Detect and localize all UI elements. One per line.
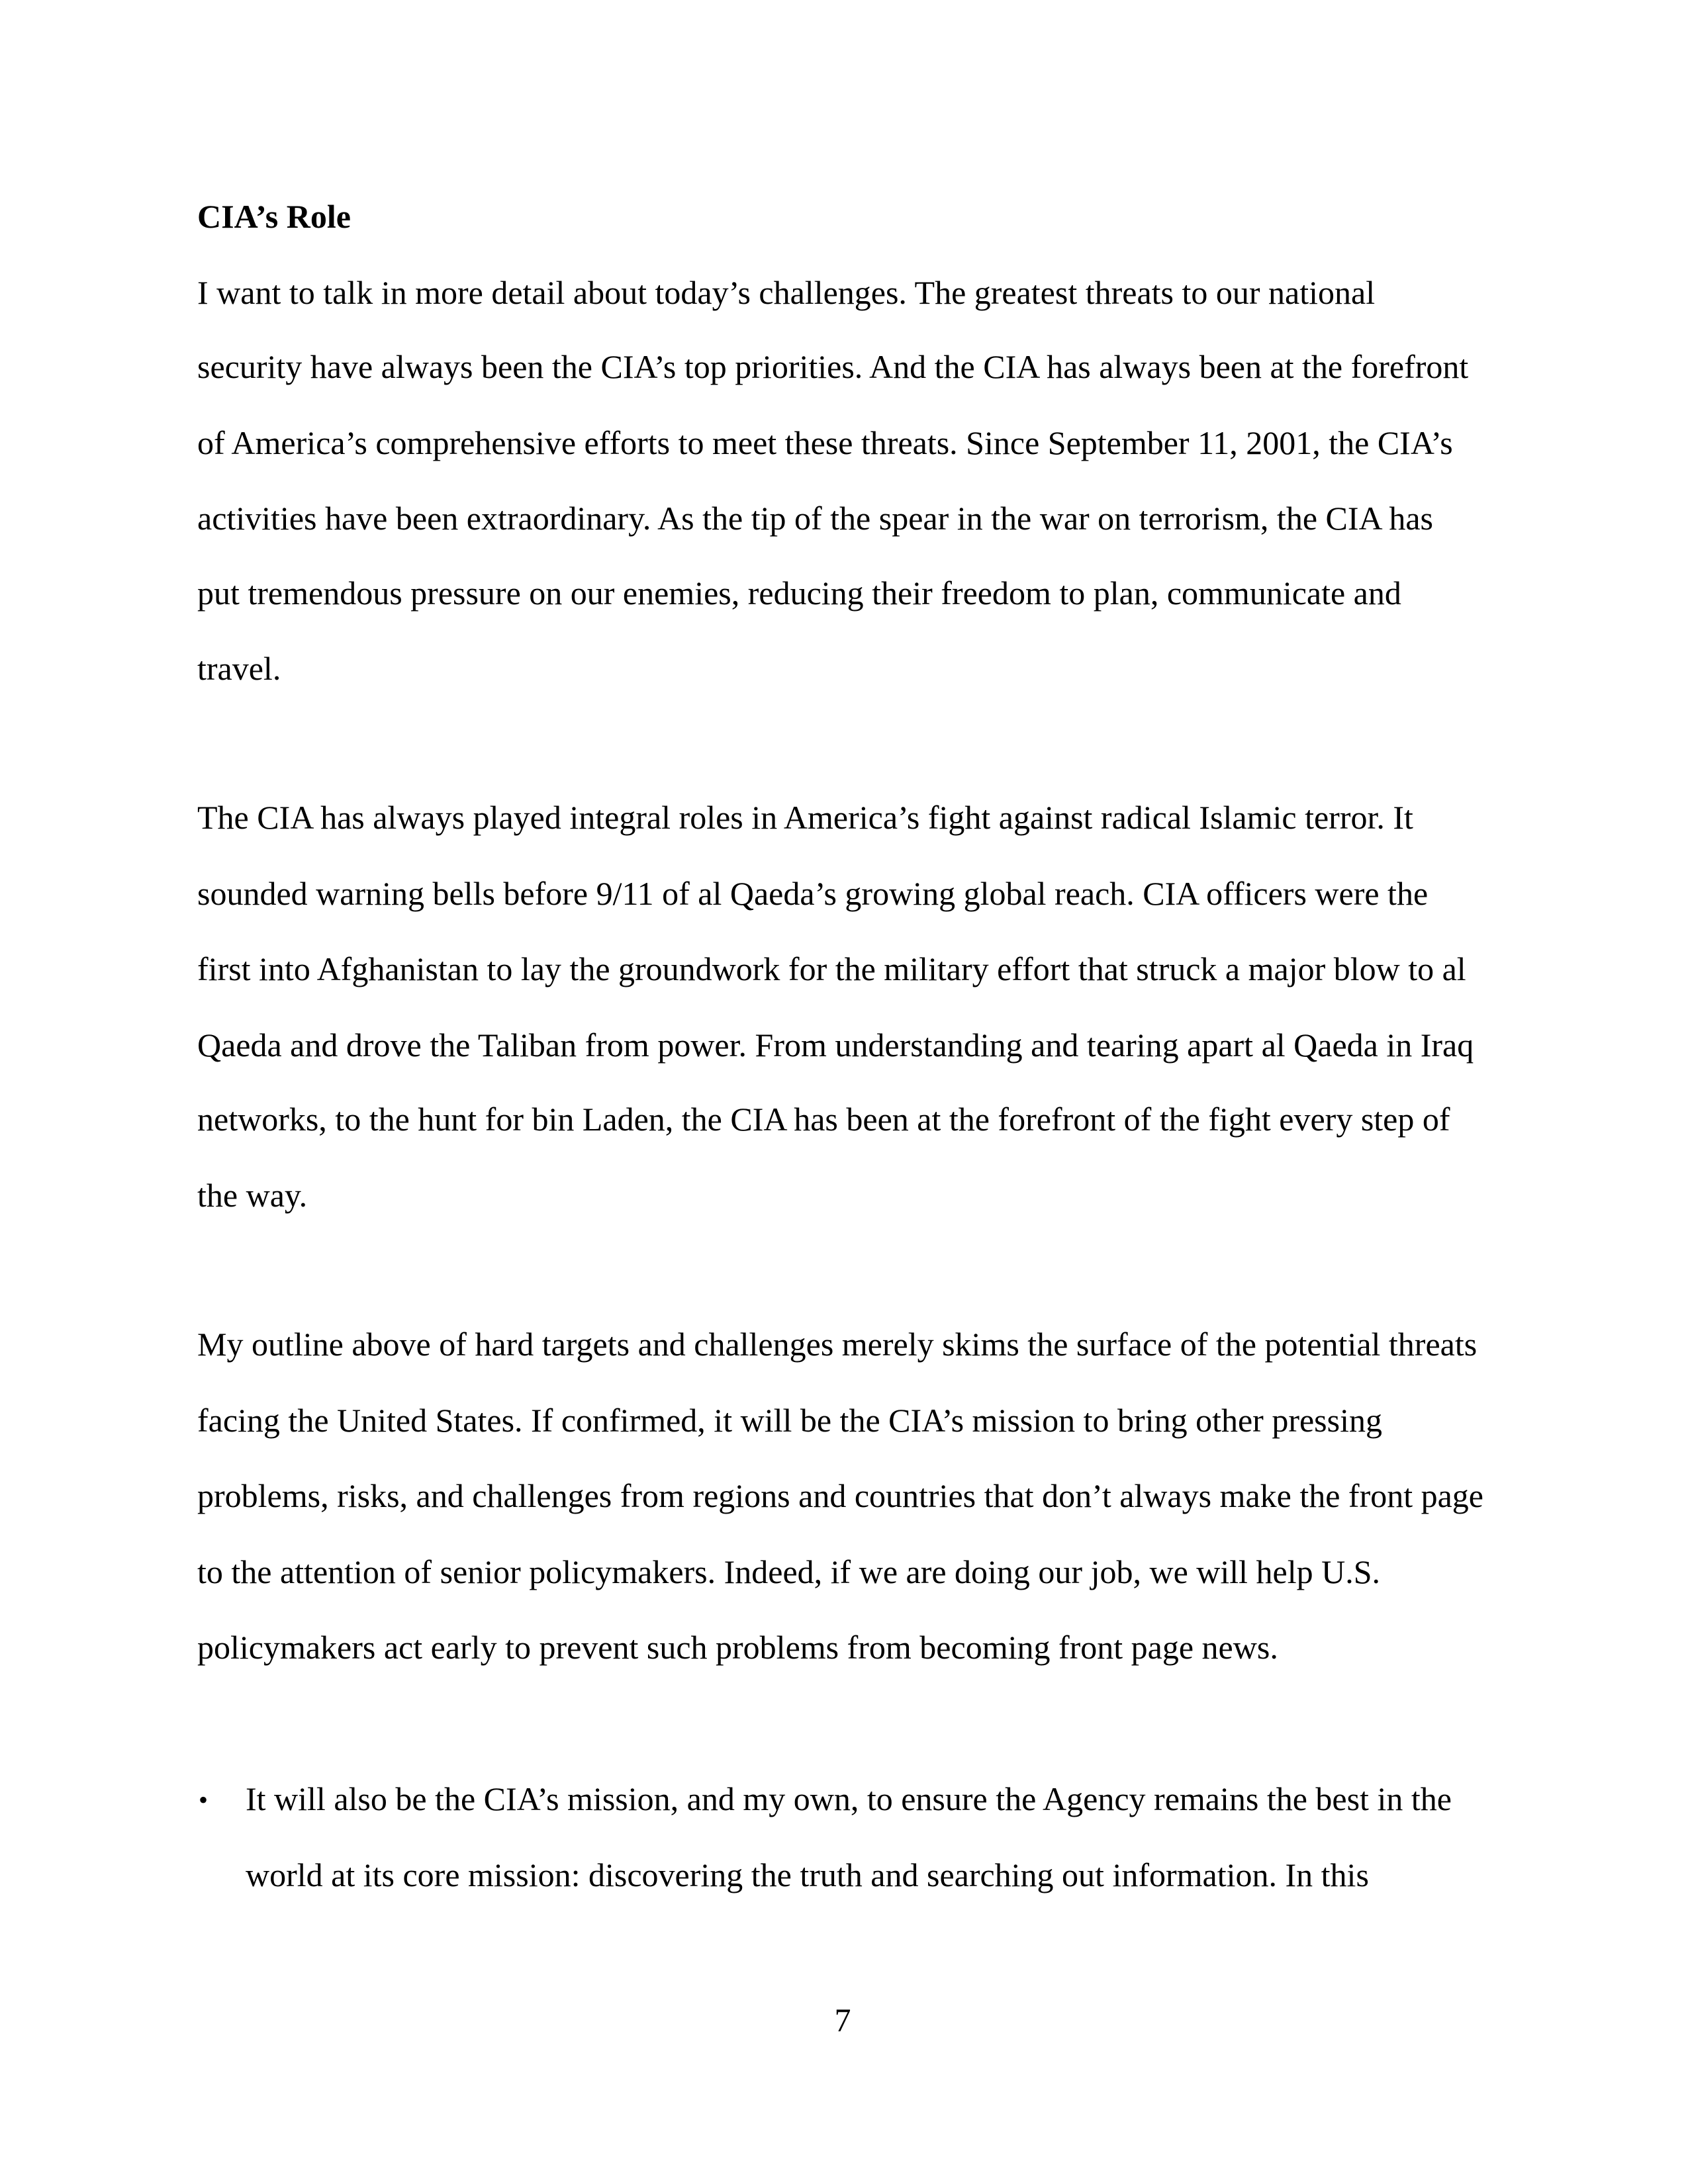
text-line: the way. (197, 1177, 308, 1214)
text-line: of America’s comprehensive efforts to meet these threats. Since September 11, 2001, the CIA’s (197, 424, 1453, 461)
text-line: world at its core mission: discovering the truth and searching out information. In this (246, 1856, 1369, 1893)
text-line: problems, risks, and challenges from regions and countries that don’t always make the front page (197, 1477, 1483, 1514)
text-line: activities have been extraordinary. As the tip of the spear in the war on terrorism, the CIA has (197, 500, 1434, 537)
text-line: sounded warning bells before 9/11 of al Qaeda’s growing global reach. CIA officers were the (197, 875, 1429, 912)
text-line: policymakers act early to prevent such problems from becoming front page news. (197, 1629, 1278, 1666)
text-line: Qaeda and drove the Taliban from power. From understanding and tearing apart al Qaeda in Iraq (197, 1026, 1474, 1064)
text-line: travel. (197, 650, 281, 687)
text-line: facing the United States. If confirmed, it will be the CIA’s mission to bring other pressing (197, 1402, 1382, 1439)
text-line: first into Afghanistan to lay the groundwork for the military effort that struck a major blow to al (197, 950, 1466, 987)
text-line: It will also be the CIA’s mission, and my own, to ensure the Agency remains the best in the (246, 1780, 1452, 1817)
bullet-dot-icon: • (199, 1785, 209, 1815)
text-line: to the attention of senior policymakers. Indeed, if we are doing our job, we will help U.S. (197, 1553, 1381, 1590)
text-line: The CIA has always played integral roles in America’s fight against radical Islamic terror. It (197, 799, 1413, 836)
text-line: put tremendous pressure on our enemies, reducing their freedom to plan, communicate and (197, 574, 1401, 612)
page-number: 7 (834, 2001, 851, 2038)
text-line: I want to talk in more detail about today’s challenges. The greatest threats to our national (197, 274, 1376, 311)
text-line: security have always been the CIA’s top priorities. And the CIA has always been at the forefront (197, 348, 1469, 385)
text-line: networks, to the hunt for bin Laden, the CIA has been at the forefront of the fight every step of (197, 1101, 1450, 1138)
section-heading: CIA’s Role (197, 198, 351, 235)
text-line: My outline above of hard targets and challenges merely skims the surface of the potential threats (197, 1326, 1477, 1363)
